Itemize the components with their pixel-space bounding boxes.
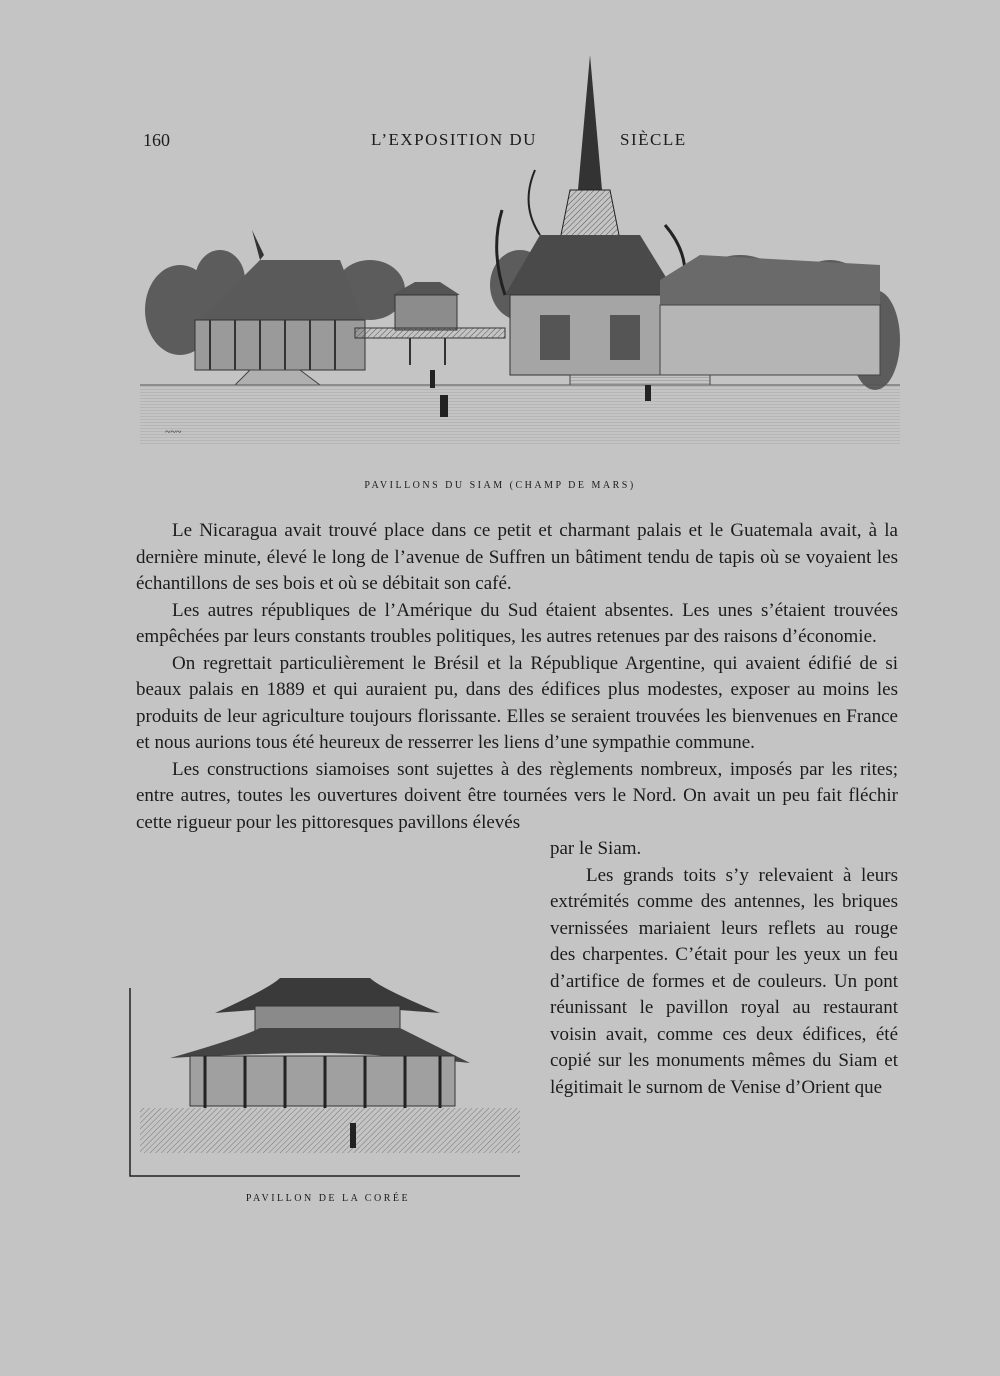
paragraph: Le Nicaragua avait trouvé place dans ce petit et charmant palais et le Guatemala avait, à la dernière minute, élevé le long de l’avenue de Suffren un bâtiment tendu de tapis où se voyaient les échantillons de ses bois et où se débitait son café. <box>136 520 898 594</box>
korea-figure-caption: PAVILLON DE LA CORÉE <box>245 1193 411 1204</box>
central-temple <box>497 55 685 375</box>
paragraph-end: par le Siam. <box>550 838 642 859</box>
paragraph: Les constructions siamoises sont sujettes à des règlements nombreux, imposés par les rites; entre autres, toutes les ouvertures doivent être tournées vers le Nord. On avait un peu fait fléchir cette rigueur pour les pittoresques pavillons élevés <box>136 758 898 833</box>
page-number: 160 <box>143 130 170 150</box>
svg-text:~~~: ~~~ <box>165 427 182 438</box>
siam-pavilions-illustration <box>140 50 900 460</box>
running-head-right: SIÈCLE <box>620 130 687 149</box>
running-head-left: L’EXPOSITION DU <box>371 130 537 149</box>
paragraph: Les autres républiques de l’Amérique du Sud étaient absentes. Les unes s’étaient trouvées empêchées par leurs constants troubles politiques, les autres retenues par des raisons d’économie. <box>136 599 898 647</box>
paragraph: Les grands toits s’y relevaient à leurs extrémités comme des antennes, les briques vernissées mariaient leurs reflets au rouge des charpentes. C’était pour les yeux un feu d’artifice de formes et de couleurs. Un pont réunissant le pavillon royal au restaurant voisin avait, comme ces deux édifices, été copié sur les monuments mêmes du Siam et légitimait le surnom de Venise d’Orient que <box>550 864 898 1098</box>
paragraph: On regrettait particulièrement le Brésil et la République Argentine, qui avaient édifié de si beaux palais en 1889 et qui auraient pu, dans des édifices plus modestes, exposer au moins les produits de leur agriculture toujours florissante. Elles se seraient trouvées les bienvenues en France et nous aurions tous été heureux de resserrer les liens d’une sympathie commune. <box>136 652 898 753</box>
korea-pavilion-illustration <box>120 928 530 1178</box>
top-figure-caption: PAVILLONS DU SIAM (CHAMP DE MARS) <box>364 480 636 491</box>
